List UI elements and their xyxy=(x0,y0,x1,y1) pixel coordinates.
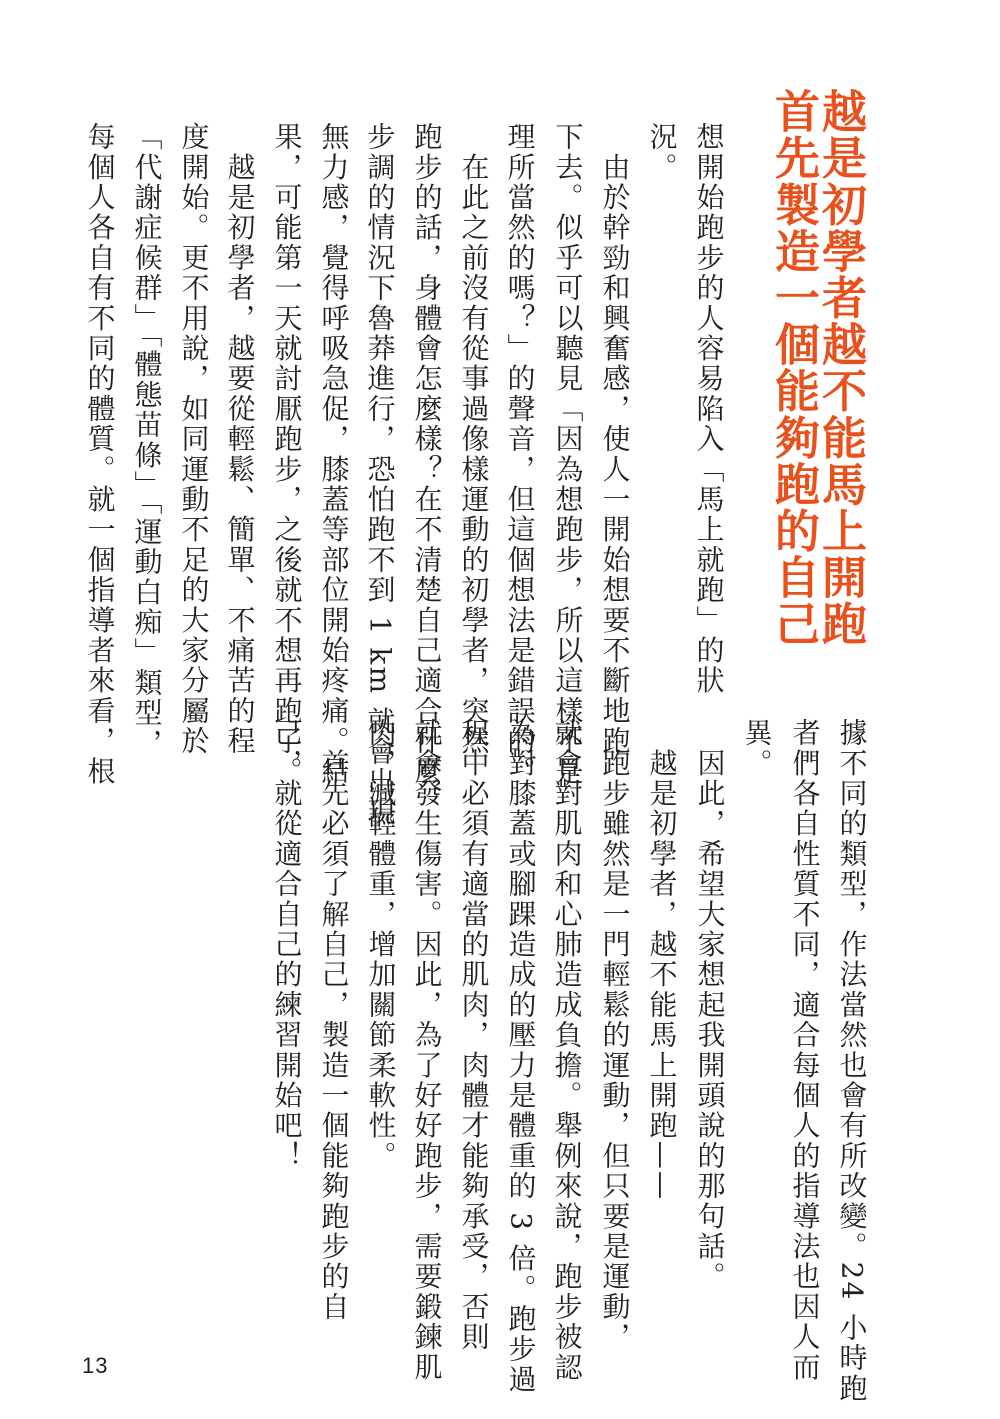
lower-column: 越是初學者，越不能馬上開跑—— xyxy=(645,718,679,1202)
upper-column: 無力感，覺得呼吸急促，膝蓋等部位開始疼痛。結 xyxy=(317,122,351,787)
upper-column: 況。 xyxy=(645,122,679,183)
upper-column: 度開始。更不用說，如同運動不足的大家分屬於 xyxy=(177,122,211,757)
upper-column: 理所當然的嗎？」的聲音，但這個想法是錯誤的。 xyxy=(503,122,537,787)
lower-column: 己，就從適合自己的練習開始吧！ xyxy=(270,718,304,1171)
heading-line-1: 越是初學者越不能馬上開跑 xyxy=(814,88,867,648)
lower-column: 因此，希望大家想起我開頭說的那句話。 xyxy=(693,718,727,1292)
upper-column: 越是初學者，越要從輕鬆、簡單、不痛苦的程 xyxy=(223,122,257,757)
upper-column: 步調的情況下魯莽進行，恐怕跑不到 1 km 就會出現 xyxy=(363,122,397,828)
lower-column: 者們各自性質不同，適合每個人的指導法也因人而 xyxy=(788,718,822,1383)
lower-column: 就會對肌肉和心肺造成負擔。舉例來說，跑步被認 xyxy=(550,718,584,1383)
lower-column: 為對膝蓋或腳踝造成的壓力是體重的 3 倍。跑步過 xyxy=(504,718,538,1395)
upper-column: 想開始跑步的人容易陷入「馬上就跑」的狀 xyxy=(692,122,726,696)
heading-line-2: 首先製造一個能夠跑的自己 xyxy=(767,88,820,648)
lower-column: 據不同的類型，作法當然也會有所改變。24 小時跑 xyxy=(835,718,869,1404)
upper-column: 下去。似乎可以聽見「因為想跑步，所以這樣不是 xyxy=(551,122,585,787)
lower-column: 肉，減輕體重，增加關節柔軟性。 xyxy=(364,718,398,1171)
upper-column: 由於幹勁和興奮感，使人一開始想要不斷地跑 xyxy=(598,122,632,757)
upper-column: 在此之前沒有從事過像樣運動的初學者，突然 xyxy=(457,122,491,757)
upper-column: 果，可能第一天就討厭跑步，之後就不想再跑了。 xyxy=(270,122,304,787)
lower-column: 跑步雖然是一門輕鬆的運動，但只要是運動， xyxy=(598,718,632,1353)
lower-column: 異。 xyxy=(740,718,774,779)
page-number: 13 xyxy=(82,1353,109,1378)
upper-column: 每個人各自有不同的體質。就一個指導者來看，根 xyxy=(83,122,117,787)
lower-column: 首先必須了解自己，製造一個能夠跑步的自 xyxy=(317,718,351,1322)
lower-column: 程中必須有適當的肌肉，肉體才能夠承受，否則 xyxy=(457,718,491,1353)
upper-column: 跑步的話，身體會怎麼樣？在不清楚自己適合什麼 xyxy=(410,122,444,787)
lower-column: 就會發生傷害。因此，為了好好跑步，需要鍛鍊肌 xyxy=(410,718,444,1383)
upper-column: 「代謝症候群」「體態苗條」「運動白痴」類型， xyxy=(130,122,164,759)
